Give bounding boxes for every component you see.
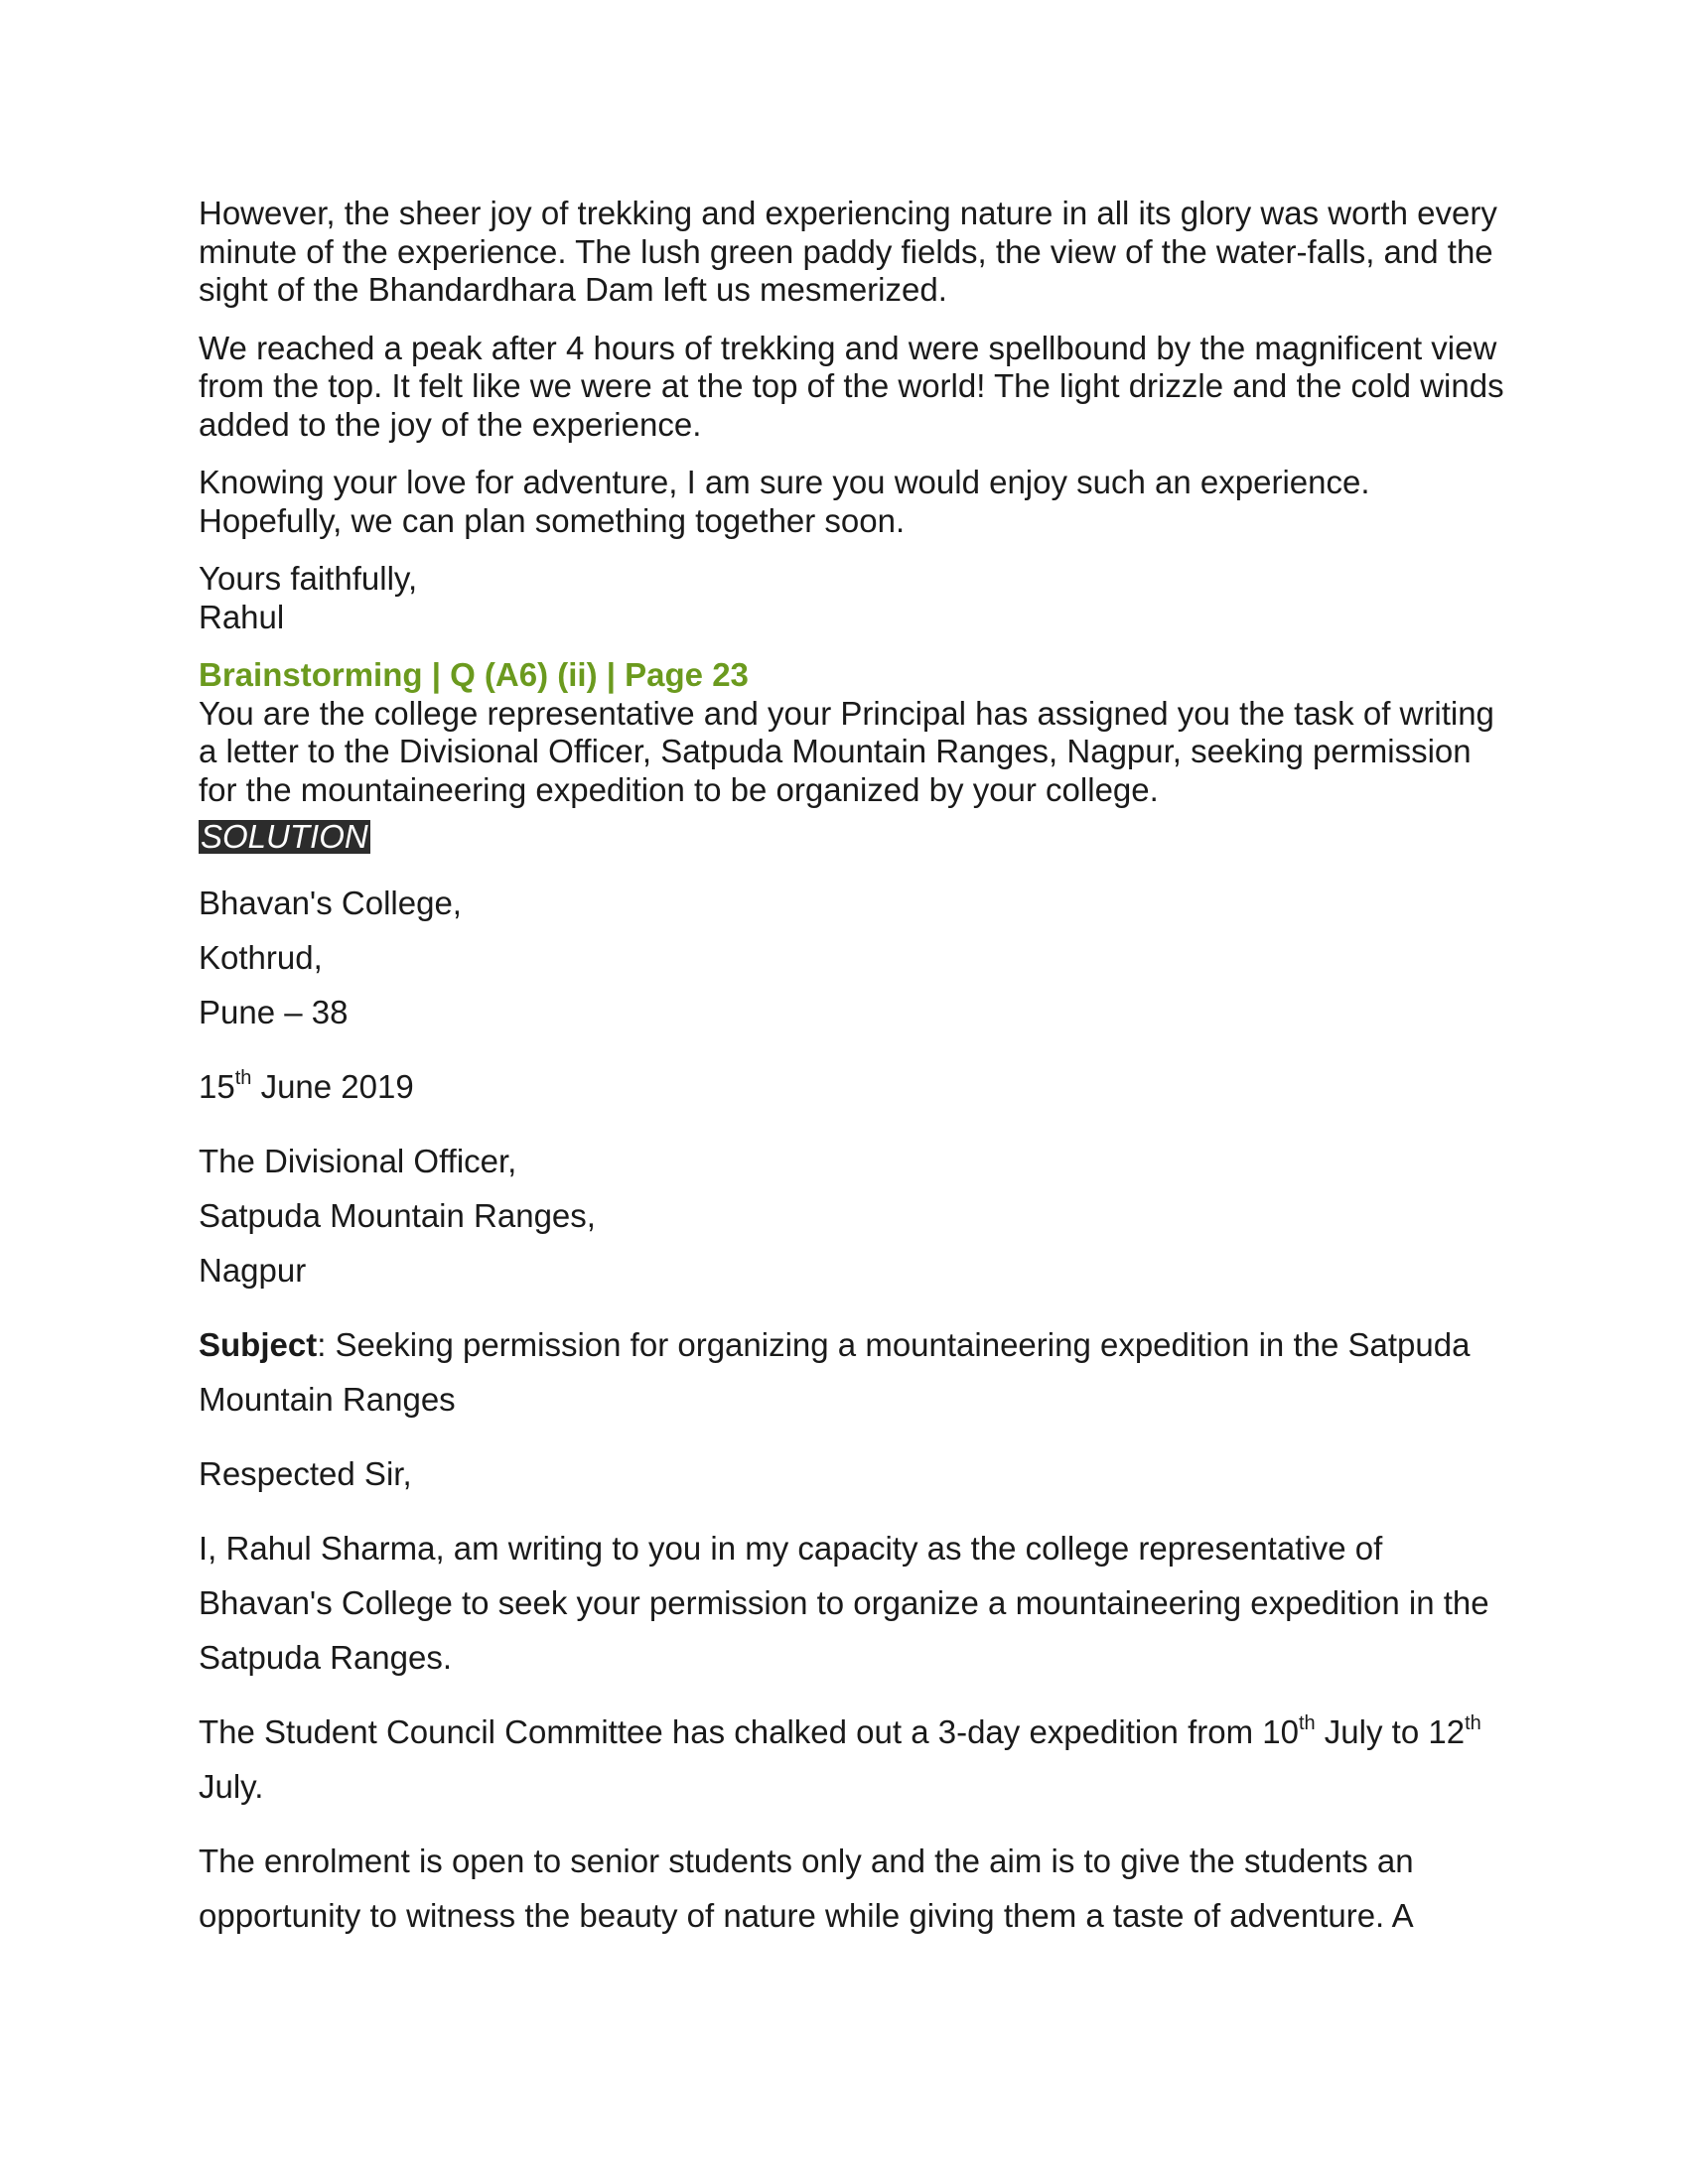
body2-text-2: July to 12: [1315, 1713, 1466, 1750]
body2-text-1: The Student Council Committee has chalked out a 3-day expedition from 10: [199, 1713, 1299, 1750]
letter-subject: [199, 1317, 1509, 1427]
letter1-signature: Rahul: [199, 598, 285, 635]
sender-address-line-3: Pune – 38: [199, 994, 349, 1030]
letter1-paragraph-1: However, the sheer joy of trekking and experiencing nature in all its glory was worth every minute of the experience. The lush green paddy fields, the view of the water-falls, and the sight of the Bhandardhara Dam left us mesmerized.: [199, 195, 1497, 308]
date-day: 15: [199, 1068, 235, 1105]
letter-body-paragraph-2: [199, 1705, 1509, 1814]
date-month-year: June 2019: [251, 1068, 414, 1105]
letter-date: [199, 1059, 1509, 1114]
solution-label: SOLUTION: [201, 818, 368, 855]
document-page: [199, 195, 1509, 1943]
subject-text: : Seeking permission for organizing a mountaineering expedition in the Satpuda Mountain Ranges: [199, 1326, 1471, 1418]
date-suffix: th: [234, 1067, 252, 1089]
recipient-address-line-3: Nagpur: [199, 1252, 307, 1289]
sender-address-line-1: Bhavan's College,: [199, 885, 462, 921]
recipient-address-line-1: The Divisional Officer,: [199, 1143, 517, 1179]
question-heading: Brainstorming | Q (A6) (ii) | Page 23: [199, 656, 749, 693]
letter-body-paragraph-3: The enrolment is open to senior students only and the aim is to give the students an opportunity to witness the beauty of nature while giving them a taste of adventure. A: [199, 1843, 1414, 1934]
body2-sup-1: th: [1298, 1712, 1316, 1734]
subject-label: Subject: [199, 1326, 318, 1363]
body2-text-3: July.: [199, 1768, 264, 1805]
letter1-paragraph-2: We reached a peak after 4 hours of trekking and were spellbound by the magnificent view from the top. It felt like we were at the top of the world! The light drizzle and the cold winds added to the joy of the experience.: [199, 329, 1504, 443]
question-text: You are the college representative and your Principal has assigned you the task of writing a letter to the Divisional Officer, Satpuda Mountain Ranges, Nagpur, seeking permission for the mountaineering expedition to be organized by your college.: [199, 694, 1494, 808]
body2-sup-2: th: [1465, 1712, 1481, 1734]
recipient-address-line-2: Satpuda Mountain Ranges,: [199, 1197, 596, 1234]
letter1-paragraph-3: Knowing your love for adventure, I am sure you would enjoy such an experience. Hopefully, we can plan something together soon.: [199, 464, 1370, 539]
sender-address-line-2: Kothrud,: [199, 939, 323, 976]
letter1-closing: Yours faithfully,: [199, 560, 418, 597]
letter-salutation: Respected Sir,: [199, 1455, 412, 1492]
letter-body-paragraph-1: I, Rahul Sharma, am writing to you in my capacity as the college representative of Bhavan's College to seek your permission to organize a mountaineering expedition in the Satpuda Ranges.: [199, 1530, 1489, 1676]
